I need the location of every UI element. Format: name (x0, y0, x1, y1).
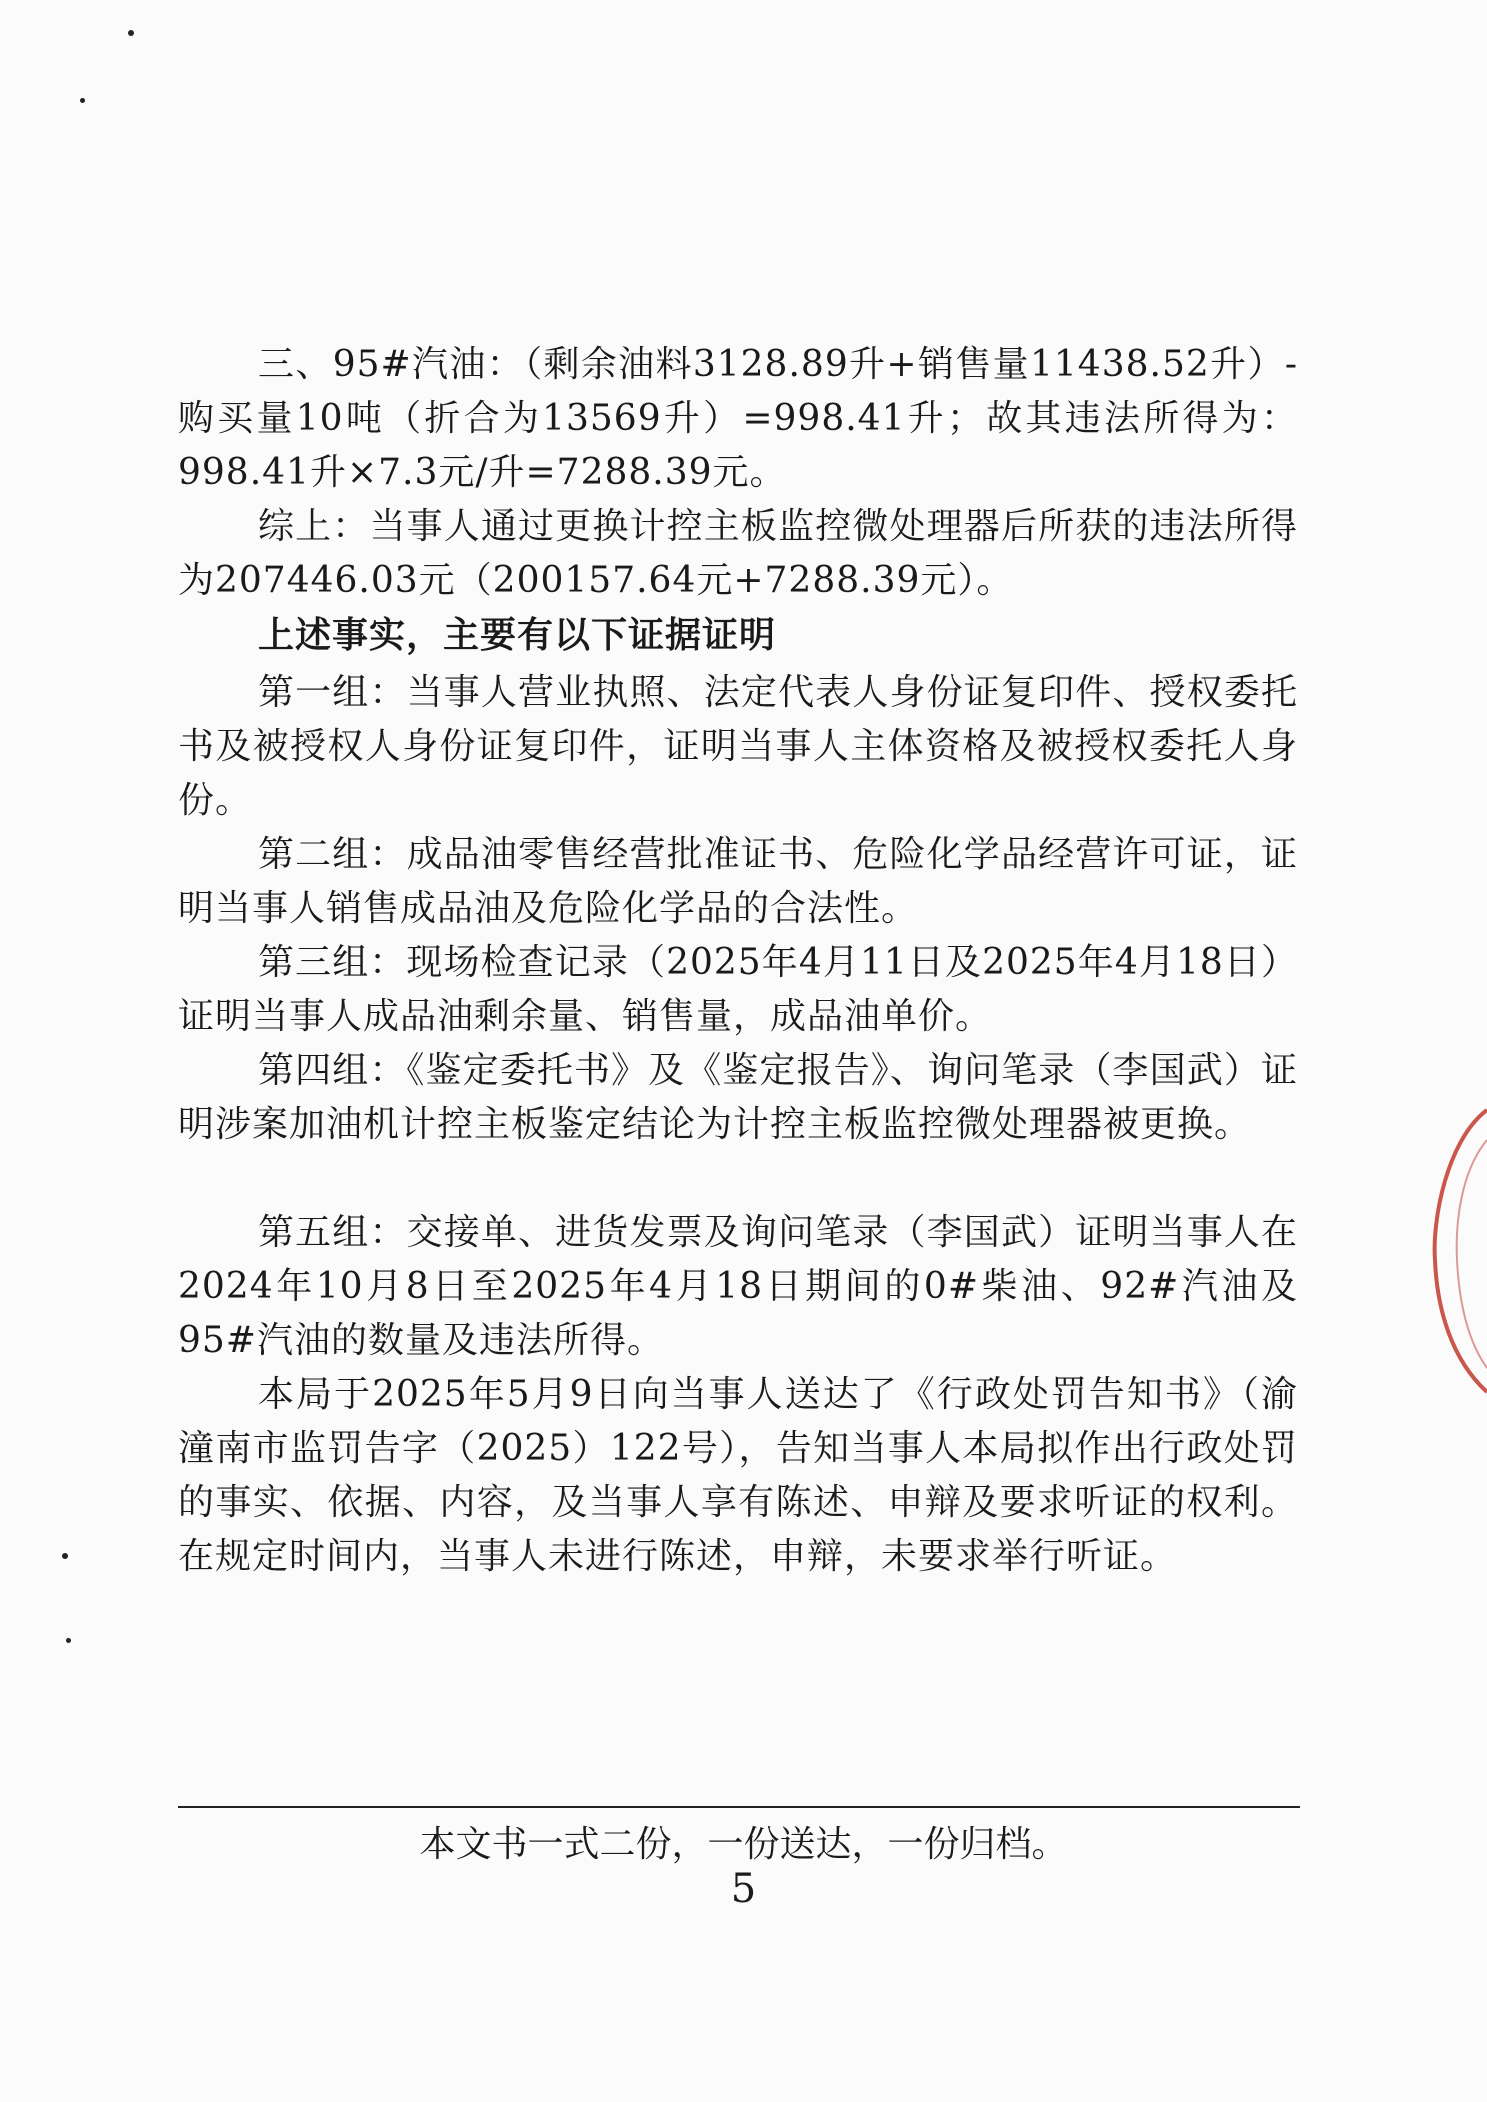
paragraph-summary: 综上：当事人通过更换计控主板监控微处理器后所获的违法所得为207446.03元（200157.64元+7288.39元）。 (178, 506, 1298, 601)
scan-speck (128, 30, 134, 36)
scan-speck (66, 1638, 71, 1643)
footer-note: 本文书一式二份，一份送达，一份归档。 (419, 1824, 1068, 1865)
scan-speck (62, 1553, 68, 1559)
paragraph-evidence-group-1: 第一组：当事人营业执照、法定代表人身份证复印件、授权委托书及被授权人身份证复印件，证明当事人主体资格及被授权委托人身份。 (178, 672, 1298, 821)
paragraph-evidence-heading: 上述事实，主要有以下证据证明 (258, 614, 777, 656)
page-number: 5 (730, 1866, 757, 1912)
paragraph-gasoline-95: 三、95#汽油：（剩余油料3128.89升+销售量11438.52升）-购买量10吨（折合为13569升）=998.41升；故其违法所得为：998.41升×7.3元/升=7288.39元。 (178, 344, 1298, 493)
paragraph-notice: 本局于2025年5月9日向当事人送达了《行政处罚告知书》（渝潼南市监罚告字（2025）122号），告知当事人本局拟作出行政处罚的事实、依据、内容，及当事人享有陈述、申辩及要求听证的权利。在规定时间内，当事人未进行陈述，申辩，未要求举行听证。 (178, 1374, 1298, 1577)
paragraph-evidence-group-5: 第五组：交接单、进货发票及询问笔录（李国武）证明当事人在2024年10月8日至2025年4月18日期间的0#柴油、92#汽油及95#汽油的数量及违法所得。 (178, 1212, 1298, 1361)
official-seal-edge-icon (1427, 1100, 1487, 1400)
paragraph-evidence-group-4: 第四组：《鉴定委托书》及《鉴定报告》、询问笔录（李国武）证明涉案加油机计控主板鉴定结论为计控主板监控微处理器被更换。 (178, 1050, 1298, 1145)
footer-divider (178, 1806, 1300, 1808)
paragraph-evidence-group-2: 第二组：成品油零售经营批准证书、危险化学品经营许可证，证明当事人销售成品油及危险化学品的合法性。 (178, 834, 1298, 929)
paragraph-evidence-group-3: 第三组：现场检查记录（2025年4月11日及2025年4月18日）证明当事人成品油剩余量、销售量，成品油单价。 (178, 942, 1298, 1037)
scan-speck (80, 98, 85, 103)
